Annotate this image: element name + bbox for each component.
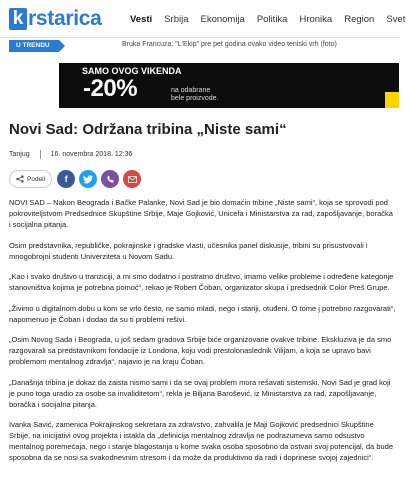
ad-percent: -20% [83, 75, 138, 102]
twitter-share-icon[interactable] [79, 170, 97, 188]
share-button[interactable] [9, 170, 52, 188]
trending-headline-link[interactable]: Bruka Francuza: "L'Ekip" pre pet godina ovako video teniski vrh (foto) [122, 41, 337, 48]
viber-share-icon[interactable] [101, 170, 119, 188]
trending-bar [0, 39, 400, 53]
article-source: Tanjug [9, 151, 30, 158]
article-paragraph: „Osim Novog Sada i Beograda, u još sedam gradova Srbije biće organizovane ovakve tribine. Ekskluziva je da smo razgovarali sa predstavnikom fondacije iz Londona, koju vodi prestolonaslednik Vilijam, a koja se upravo bavi problemom mentalnog zdravlja“, najavio je na kraju Čoban. [9, 335, 392, 366]
nav-item-vesti[interactable]: Vesti [130, 13, 153, 25]
nav-item-svet[interactable]: Svet [386, 13, 406, 25]
share-bar [9, 170, 145, 188]
phone-icon [106, 175, 115, 184]
ad-subtext [171, 87, 218, 103]
nav-item-ekonomija[interactable]: Ekonomija [200, 13, 245, 25]
site-logo[interactable] [9, 6, 102, 32]
trending-tag: U TRENDU [9, 40, 59, 52]
share-icon [16, 175, 24, 183]
article-paragraph: „Živimo u digitalnom dobu u kom se vrlo često, ne samo mladi, nego i stariji, otuđeni. O tome ј potrebno razgovarati“, napomenuo je Čoban i dodao da su ti problemi rešivi. [9, 303, 396, 324]
logo-mark: k [9, 8, 27, 30]
article-date: 16. novembra 2018. 12:36 [50, 151, 133, 158]
nav-item-hronika[interactable]: Hronika [299, 13, 333, 25]
article-paragraph: Osim predstavnika, republičke, pokrajinske i gradske vlasti, učesnika panel diskusije, tribini su prisustvovali i mnogobrojni studenti Univerziteta u Novom Sadu. [9, 240, 368, 261]
nav-item-politika[interactable]: Politika [256, 13, 288, 25]
article-paragraph: „Današnja tribina je dokaz da zaista nismo sami i da se ovaj problem mora rešavati sistemski. Novi Sad je grad koji je puno toga uradio za osobe sa invaliditetom“, rekla je Biljana Barošević, iz Ministarstva za rad, zapošljavanje, boračka i socijalna pitanja. [9, 377, 391, 409]
article-body [9, 197, 396, 473]
article-paragraph: „Kao i svako društvo u tranziciji, a mi smo dodatno i postratno društvo, imamo velike probleme i određene kategorije stanovništva kojima je potrebna pomoć“, rekao je Robert Čoban, organizator skupa i predsednik Color Preš Grupe. [9, 272, 394, 292]
email-share-icon[interactable] [123, 170, 141, 188]
twitter-bird-icon [83, 175, 93, 184]
nav-item-srbija[interactable]: Srbija [164, 13, 189, 25]
ad-banner[interactable] [59, 63, 399, 108]
share-label: Podeli [27, 175, 46, 183]
ad-brand-logo [385, 92, 399, 108]
top-bar [0, 0, 406, 38]
envelope-icon [128, 176, 137, 183]
facebook-share-icon[interactable]: f [57, 170, 75, 188]
nav-item-region[interactable]: Region [344, 13, 375, 25]
article-title: Novi Sad: Održana tribina „Niste sami“ [9, 121, 287, 138]
logo-text: rstarica [28, 7, 102, 30]
meta-divider [40, 150, 41, 159]
article-paragraph: Ivanka Savić, zamenica Pokrajinskog sekretara za zdravstvo, zahvalila je Maji Gojković predsednici Skupštine Srbije, na inicijativi ovog projekta i istakla da „definicija mentalnog zdravlja ne podrazumeva samo odsustvo mentalnog poremećaja, nego i stanje blagostanja u kome svaka osoba sposobno da ostvari svoj potencijal, da bude sposobna da se nosi sa svakodnevnim stresom i da može da produktivno da radi i doprinese svojoj zajednici“. [9, 420, 393, 462]
article-paragraph: NOVI SAD – Nakon Beograda i Bačke Palanke, Novi Sad je bio domaćin tribine „Niste sami“, koja se sprovodi pod pokroviteljstvom Predsednice Skupštine Srbije, Maje Gojković, Unicefa i Ministarstva za rad, zapošljavanje, boračka i socijalna pitanja. [9, 198, 393, 229]
ad-line2: na odabrane [171, 87, 211, 94]
ad-line1: SAMO OVOG VIKENDA [82, 66, 182, 76]
main-nav [130, 0, 417, 38]
ad-line3: bele proizvode. [171, 95, 219, 102]
article-meta [9, 150, 132, 159]
